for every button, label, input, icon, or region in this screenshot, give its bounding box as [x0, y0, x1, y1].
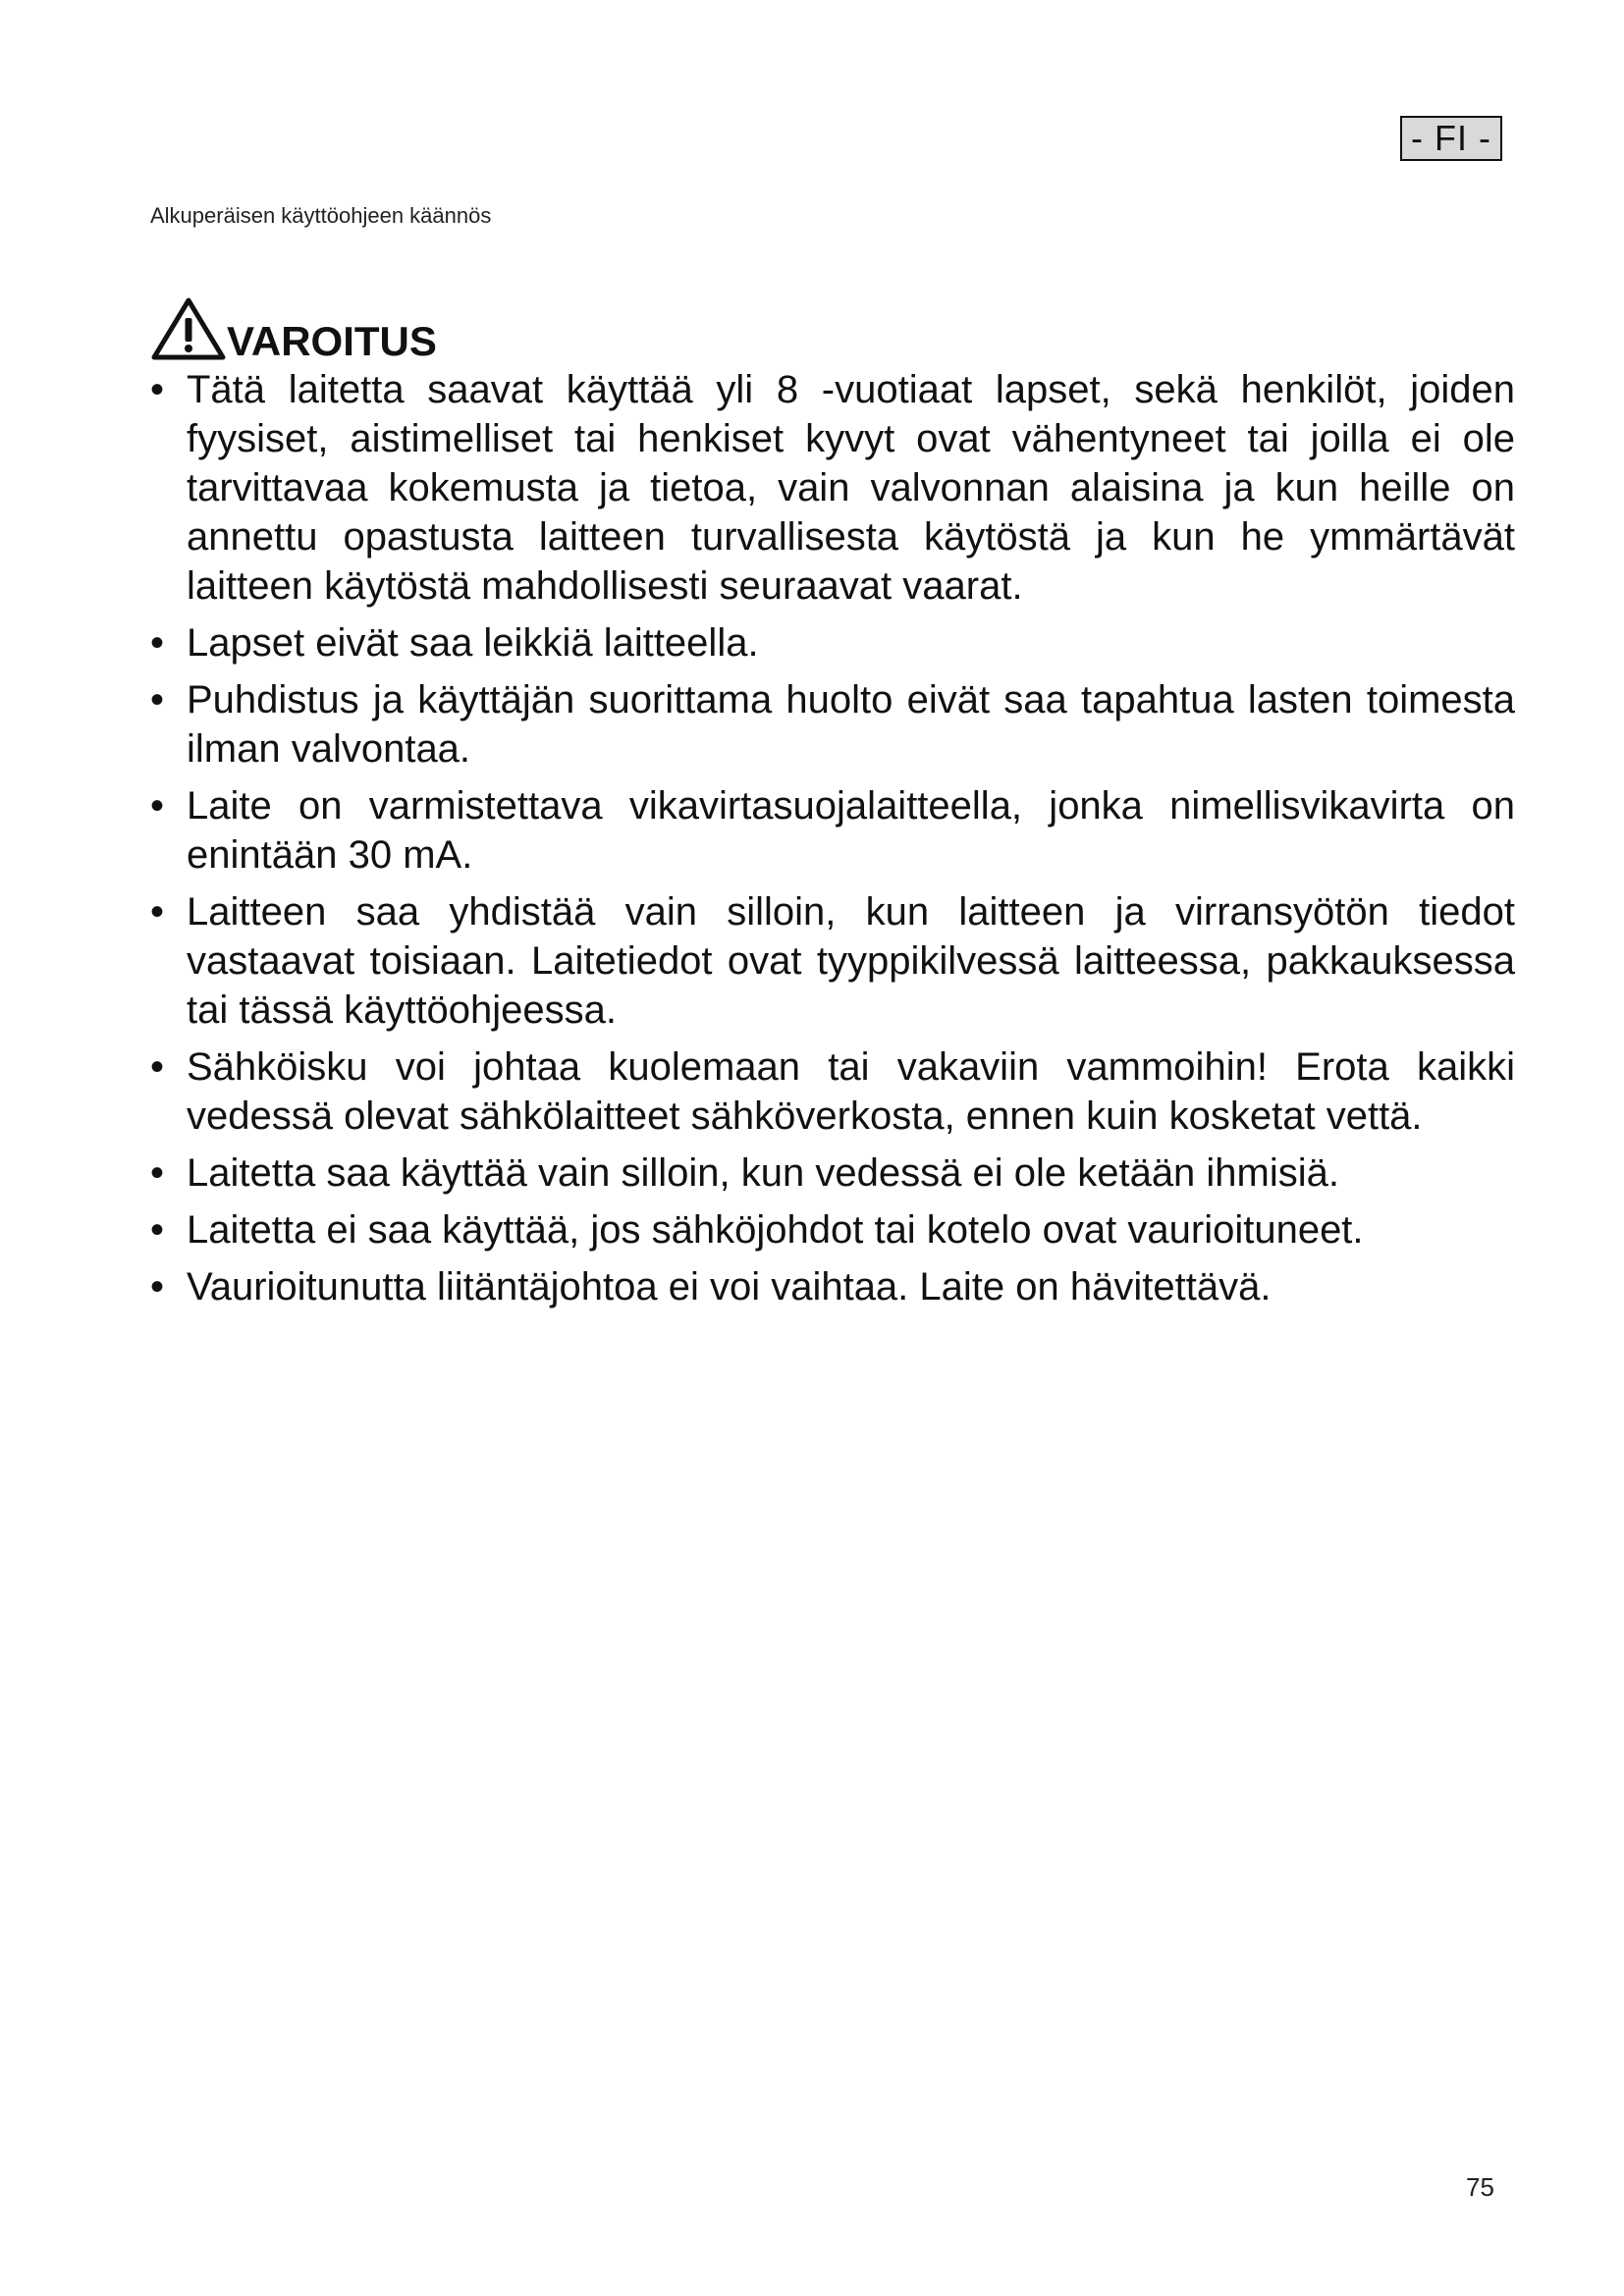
- warning-item: [150, 781, 1515, 880]
- warning-item: [150, 1042, 1515, 1141]
- warning-item-text: Laitetta ei saa käyttää, jos sähköjohdot tai kotelo ovat vaurioituneet.: [187, 1208, 1364, 1252]
- warning-item-text: Laitetta saa käyttää vain silloin, kun vedessä ei ole ketään ihmisiä.: [187, 1151, 1340, 1195]
- warning-title: VAROITUS: [227, 318, 437, 364]
- warning-item: [150, 675, 1515, 774]
- bullet-icon: •: [150, 784, 165, 828]
- warning-item: [150, 1148, 1515, 1198]
- warning-item-text: Puhdistus ja käyttäjän suorittama huolto eivät saa tapahtua lasten toimesta ilman valvontaa.: [187, 678, 1515, 771]
- warning-triangle-icon: [150, 296, 227, 361]
- document-subtitle: Alkuperäisen käyttöohjeen käännös: [150, 203, 492, 228]
- warning-item: [150, 1205, 1515, 1255]
- warning-item: [150, 887, 1515, 1035]
- language-tag: - FI -: [1400, 116, 1502, 161]
- bullet-icon: •: [150, 1208, 165, 1252]
- page-number: 75: [1466, 2172, 1494, 2202]
- warning-item: [150, 1262, 1515, 1311]
- bullet-icon: •: [150, 1265, 165, 1308]
- bullet-icon: •: [150, 368, 165, 411]
- warning-item: [150, 365, 1515, 611]
- bullet-icon: •: [150, 678, 165, 721]
- bullet-icon: •: [150, 1151, 165, 1195]
- bullet-icon: •: [150, 621, 165, 665]
- warning-item-text: Vaurioitunutta liitäntäjohtoa ei voi vaihtaa. Laite on hävitettävä.: [187, 1265, 1272, 1308]
- warning-item-text: Laite on varmistettava vikavirtasuojalaitteella, jonka nimellisvikavirta on enintään 30 mA.: [187, 784, 1515, 877]
- warning-list: [150, 365, 1515, 1319]
- warning-heading: [150, 291, 437, 364]
- warning-item: [150, 618, 1515, 667]
- bullet-icon: •: [150, 890, 165, 934]
- warning-item-text: Tätä laitetta saavat käyttää yli 8 -vuotiaat lapset, sekä henkilöt, joiden fyysiset, aistimelliset tai henkiset kyvyt ovat vähentyneet tai joilla ei ole tarvittavaa kokemusta ja tietoa, vain valvonnan alaisina ja kun heille on annettu opastusta laitteen turvallisesta käytöstä ja kun he ymmärtävät laitteen käytöstä mahdollisesti seuraavat vaarat.: [187, 368, 1515, 608]
- warning-item-text: Laitteen saa yhdistää vain silloin, kun laitteen ja virransyötön tiedot vastaavat toisiaan. Laitetiedot ovat tyyppikilvessä laitteessa, pakkauksessa tai tässä käyttöohjeessa.: [187, 890, 1515, 1032]
- warning-item-text: Lapset eivät saa leikkiä laitteella.: [187, 621, 759, 665]
- warning-item-text: Sähköisku voi johtaa kuolemaan tai vakaviin vammoihin! Erota kaikki vedessä olevat sähkölaitteet sähköverkosta, ennen kuin kosketat vettä.: [187, 1045, 1515, 1138]
- bullet-icon: •: [150, 1045, 165, 1089]
